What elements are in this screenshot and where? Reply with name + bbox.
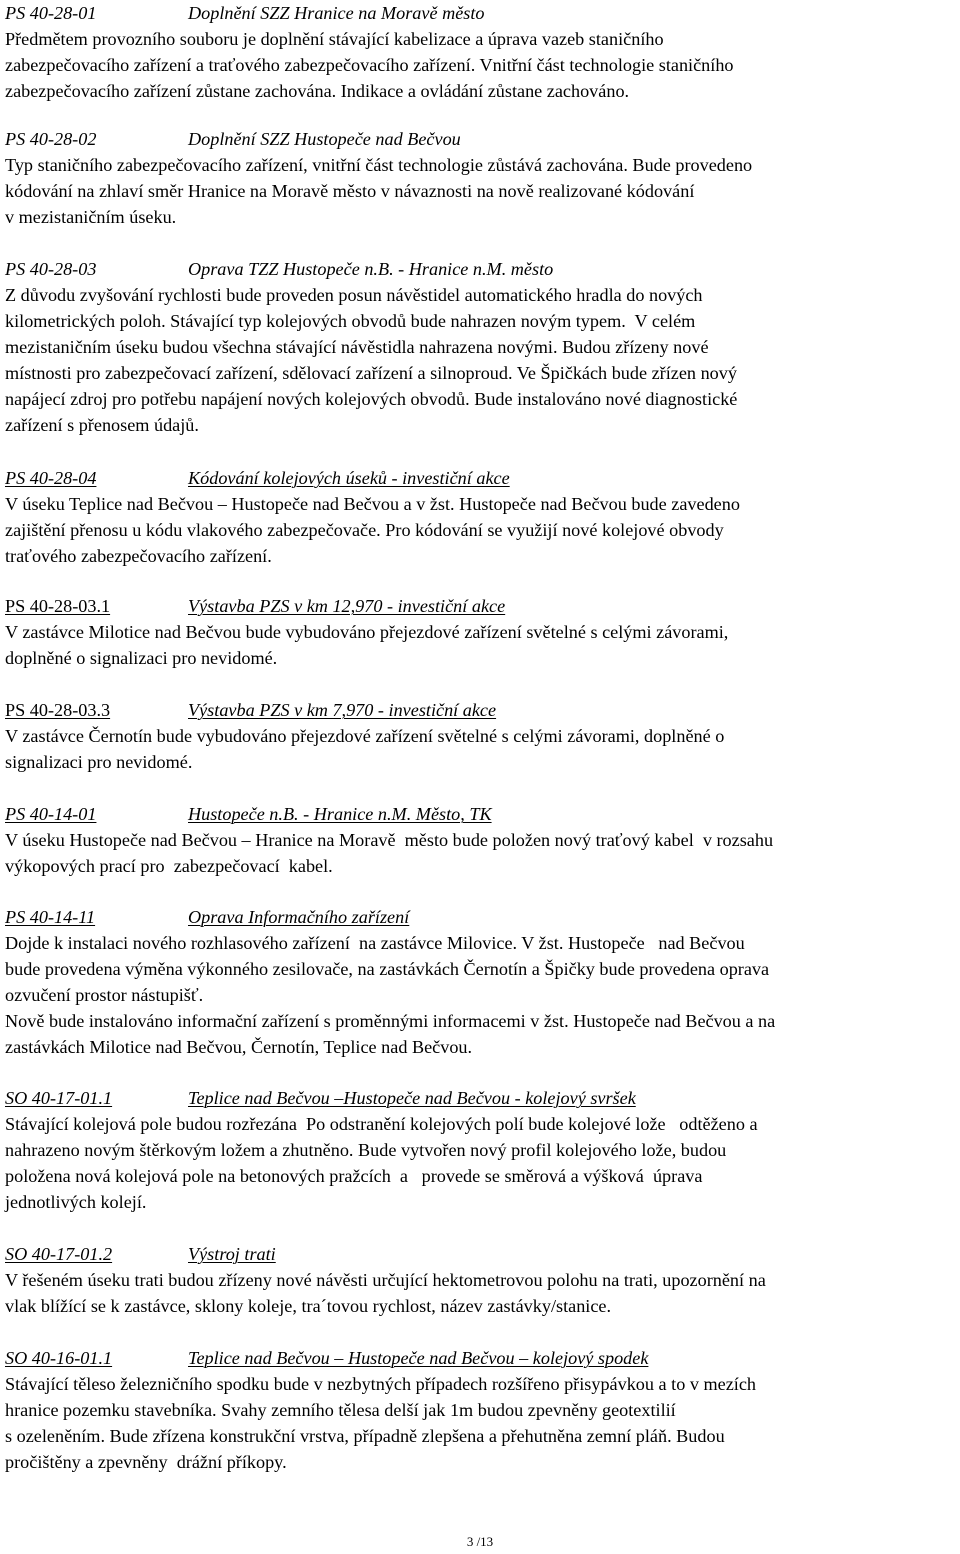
section-text-line: V úseku Hustopeče nad Bečvou – Hranice na Moravě město bude položen nový traťový kabel v rozsahu xyxy=(5,830,774,850)
section-ps-40-28-03-1 xyxy=(5,593,955,671)
section-ps-40-28-01 xyxy=(5,0,955,104)
section-text-line: Dojde k instalaci nového rozhlasového zařízení na zastávce Milovice. V žst. Hustopeče nad Bečvou xyxy=(5,933,745,953)
section-text-line: Stávající těleso železničního spodku bude v nezbytných případech rozšířeno přisypávkou a to v mezích xyxy=(5,1374,757,1394)
section-text-line: zabezpečovacího zařízení a traťového zabezpečovacího zařízení. Vnitřní část technologie staničního xyxy=(5,55,734,75)
section-text-line: hranice pozemku stavebníka. Svahy zemního tělesa delší jak 1m budou zpevněny geotextilií xyxy=(5,1400,676,1420)
section-text-line: vlak blížící se k zastávce, sklony koleje, tra´tovou rychlost, název zastávky/stanice. xyxy=(5,1296,612,1316)
section-ps-40-28-04 xyxy=(5,465,955,569)
section-text-line: signalizaci pro nevidomé. xyxy=(5,752,193,772)
section-code: SO 40-17-01.2 xyxy=(5,1244,113,1264)
section-code: PS 40-28-03.3 xyxy=(5,700,111,720)
section-heading xyxy=(5,126,955,152)
section-code: SO 40-17-01.1 xyxy=(5,1088,113,1108)
section-code: PS 40-28-02 xyxy=(5,129,97,149)
section-title: Výstavba PZS v km 7,970 - investiční akce xyxy=(188,700,497,720)
section-code: PS 40-28-01 xyxy=(5,3,97,23)
section-code: PS 40-14-11 xyxy=(5,907,96,927)
section-title: Kódování kolejových úseků - investiční akce xyxy=(188,468,510,488)
section-ps-40-14-11 xyxy=(5,904,955,1060)
section-ps-40-28-03-3 xyxy=(5,697,955,775)
section-title: Oprava TZZ Hustopeče n.B. - Hranice n.M. město xyxy=(188,259,554,279)
section-text-line: zařízení s přenosem údajů. xyxy=(5,415,199,435)
section-text-line: zabezpečovacího zařízení zůstane zachována. Indikace a ovládání zůstane zachováno. xyxy=(5,81,630,101)
section-title: Oprava Informačního zařízení xyxy=(188,907,410,927)
section-heading xyxy=(5,904,955,930)
section-text-line: pročištěny a zpevněny drážní příkopy. xyxy=(5,1452,287,1472)
section-code: PS 40-28-04 xyxy=(5,468,97,488)
section-heading xyxy=(5,1085,955,1111)
section-title: Teplice nad Bečvou –Hustopeče nad Bečvou - kolejový svršek xyxy=(188,1088,636,1108)
section-heading xyxy=(5,0,955,26)
section-heading xyxy=(5,1345,955,1371)
section-title: Doplnění SZZ Hustopeče nad Bečvou xyxy=(188,129,461,149)
section-text-line: V zastávce Černotín bude vybudováno přejezdové zařízení světelné s celými závorami, doplněné o xyxy=(5,726,725,746)
section-text-line: V řešeném úseku trati budou zřízeny nové návěsti určující hektometrovou polohu na trati, upozornění na xyxy=(5,1270,766,1290)
section-ps-40-14-01 xyxy=(5,801,955,879)
section-ps-40-28-02 xyxy=(5,126,955,230)
section-text-line: V úseku Teplice nad Bečvou – Hustopeče nad Bečvou a v žst. Hustopeče nad Bečvou bude zavedeno xyxy=(5,494,740,514)
section-text-line: Z důvodu zvyšování rychlosti bude proveden posun návěstidel automatického hradla do nových xyxy=(5,285,703,305)
section-title: Teplice nad Bečvou – Hustopeče nad Bečvou – kolejový spodek xyxy=(188,1348,649,1368)
section-text-line: V zastávce Milotice nad Bečvou bude vybudováno přejezdové zařízení světelné s celými závorami, xyxy=(5,622,729,642)
section-text-line: traťového zabezpečovacího zařízení. xyxy=(5,546,272,566)
section-title: Výstavba PZS v km 12,970 - investiční akce xyxy=(188,596,506,616)
section-title: Hustopeče n.B. - Hranice n.M. Město, TK xyxy=(188,804,492,824)
section-text-line: výkopových prací pro zabezpečovací kabel. xyxy=(5,856,333,876)
section-code: PS 40-28-03 xyxy=(5,259,97,279)
section-code: PS 40-28-03.1 xyxy=(5,596,111,616)
section-code: SO 40-16-01.1 xyxy=(5,1348,113,1368)
section-title: Výstroj trati xyxy=(188,1244,276,1264)
section-code: PS 40-14-01 xyxy=(5,804,97,824)
section-text-line: místnosti pro zabezpečovací zařízení, sdělovací zařízení a silnoproud. Ve Špičkách bude zřízen nový xyxy=(5,363,737,383)
section-text-line: mezistaničním úseku budou všechna stávající návěstidla nahrazena novými. Budou zřízeny nové xyxy=(5,337,709,357)
section-text-line: zajištění přenosu u kódu vlakového zabezpečovače. Pro kódování se využijí nové kolejové obvody xyxy=(5,520,724,540)
section-ps-40-28-03 xyxy=(5,256,955,438)
section-heading xyxy=(5,801,955,827)
section-text-line: Nově bude instalováno informační zařízení s proměnnými informacemi v žst. Hustopeče nad Bečvou a na xyxy=(5,1011,776,1031)
section-text-line: v mezistaničním úseku. xyxy=(5,207,177,227)
section-text-line: kódování na zhlaví směr Hranice na Moravě město v návaznosti na nově realizované kódování xyxy=(5,181,695,201)
section-heading xyxy=(5,256,955,282)
section-text-line: kilometrických poloh. Stávající typ kolejových obvodů bude nahrazen novým typem. V celém xyxy=(5,311,696,331)
section-text-line: nahrazeno novým štěrkovým ložem a zhutněno. Bude vytvořen nový profil kolejového lože, budou xyxy=(5,1140,727,1160)
page-number: 3 /13 xyxy=(466,1534,494,1549)
section-text-line: bude provedena výměna výkonného zesilovače, na zastávkách Černotín a Špičky bude provedena oprava xyxy=(5,959,770,979)
section-text-line: položena nová kolejová pole na betonových pražcích a provede se směrová a výšková úprava xyxy=(5,1166,703,1186)
section-so-40-17-01-2 xyxy=(5,1241,955,1319)
section-text-line: Stávající kolejová pole budou rozřezána Po odstranění kolejových polí bude kolejové lože odtěženo a xyxy=(5,1114,758,1134)
section-text-line: jednotlivých kolejí. xyxy=(5,1192,147,1212)
section-text-line: Předmětem provozního souboru je doplnění stávající kabelizace a úprava vazeb staničního xyxy=(5,29,664,49)
section-so-40-17-01-1 xyxy=(5,1085,955,1215)
section-heading xyxy=(5,465,955,491)
section-heading xyxy=(5,1241,955,1267)
section-heading xyxy=(5,593,955,619)
section-heading xyxy=(5,697,955,723)
section-text-line: Typ staničního zabezpečovacího zařízení, vnitřní část technologie zůstává zachována. Bude provedeno xyxy=(5,155,753,175)
section-text-line: napájecí zdroj pro potřebu napájení nových kolejových obvodů. Bude instalováno nové diagnostické xyxy=(5,389,738,409)
section-text-line: doplněné o signalizaci pro nevidomé. xyxy=(5,648,278,668)
section-text-line: zastávkách Milotice nad Bečvou, Černotín, Teplice nad Bečvou. xyxy=(5,1037,473,1057)
section-so-40-16-01-1 xyxy=(5,1345,955,1475)
section-text-line: s ozeleněním. Bude zřízena konstrukční vrstva, případně zlepšena a přehutněna zemní pláň. Budou xyxy=(5,1426,725,1446)
section-title: Doplnění SZZ Hranice na Moravě město xyxy=(188,3,485,23)
section-text-line: ozvučení prostor nástupišť. xyxy=(5,985,204,1005)
